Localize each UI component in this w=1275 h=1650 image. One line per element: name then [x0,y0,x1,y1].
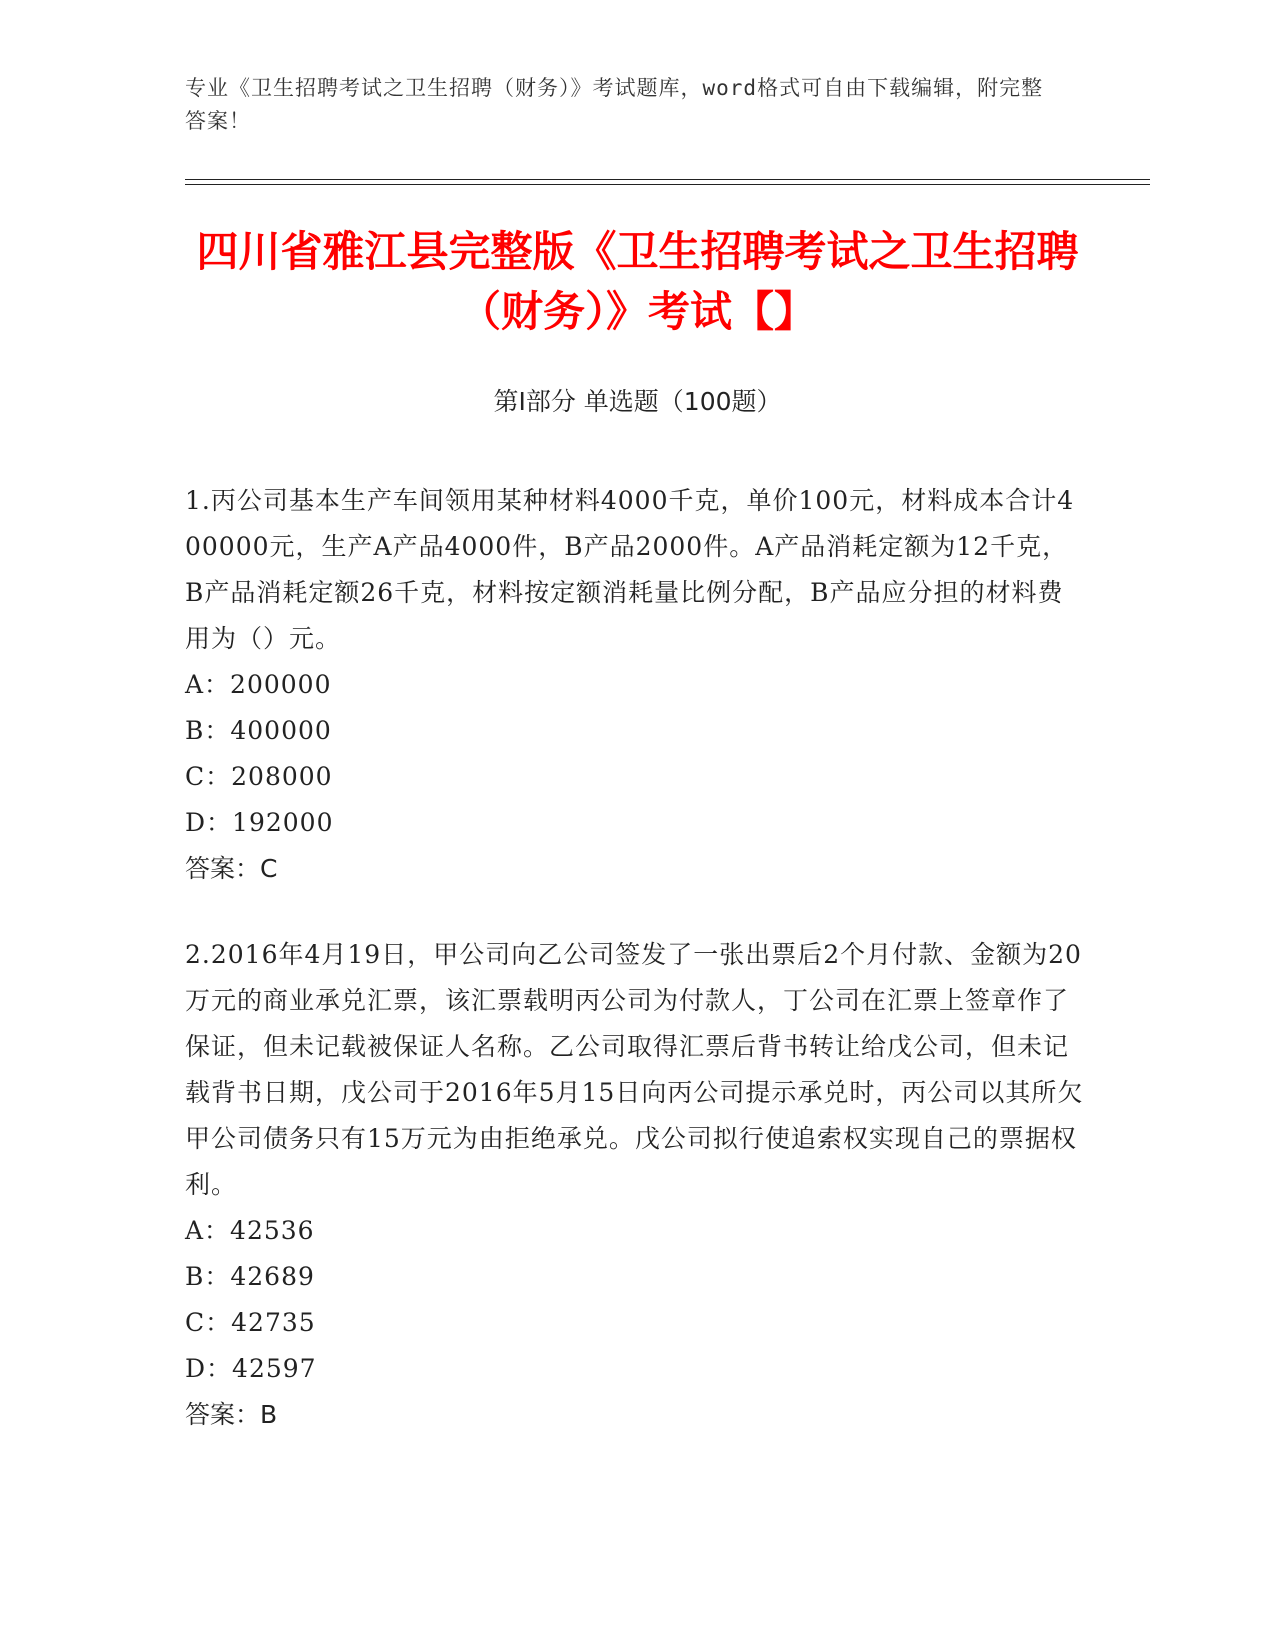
answer-line: 答案：C [185,854,278,883]
question-stem: 1.丙公司基本生产车间领用某种材料4000千克，单价100元，材料成本合计400000元，生产A产品4000件，B产品2000件。A产品消耗定额为12千克，B产品消耗定额26千克，材料按定额消耗量比例分配，B产品应分担的材料费用为（）元。 [185,486,1075,653]
document-title: 四川省雅江县完整版《卫生招聘考试之卫生招聘（财务）》考试【】 [196,227,1079,336]
option-d: D：42597 [185,1354,317,1383]
option-c: C：208000 [185,762,333,791]
question-1 [185,478,1085,892]
header-rule-top [185,179,1150,180]
option-b: B：42689 [185,1262,315,1291]
option-d: D：192000 [185,808,334,837]
option-a: A：200000 [185,670,332,699]
option-a: A：42536 [185,1216,315,1245]
option-c: C：42735 [185,1308,316,1337]
question-2 [185,932,1085,1438]
answer-line: 答案：B [185,1400,278,1429]
option-b: B：400000 [185,716,332,745]
header-rule-bottom [185,184,1150,185]
header-note: 专业《卫生招聘考试之卫生招聘（财务）》考试题库，word格式可自由下载编辑，附完整答案！ [185,76,1044,133]
section-title: 第Ⅰ部分 单选题（100题） [493,387,782,416]
question-stem: 2.2016年4月19日，甲公司向乙公司签发了一张出票后2个月付款、金额为20万元的商业承兑汇票，该汇票载明丙公司为付款人，丁公司在汇票上签章作了保证，但未记载被保证人名称。乙公司取得汇票后背书转让给戊公司，但未记载背书日期，戊公司于2016年5月15日向丙公司提示承兑时，丙公司以其所欠甲公司债务只有15万元为由拒绝承兑。戊公司拟行使追索权实现自己的票据权利。 [185,940,1084,1199]
